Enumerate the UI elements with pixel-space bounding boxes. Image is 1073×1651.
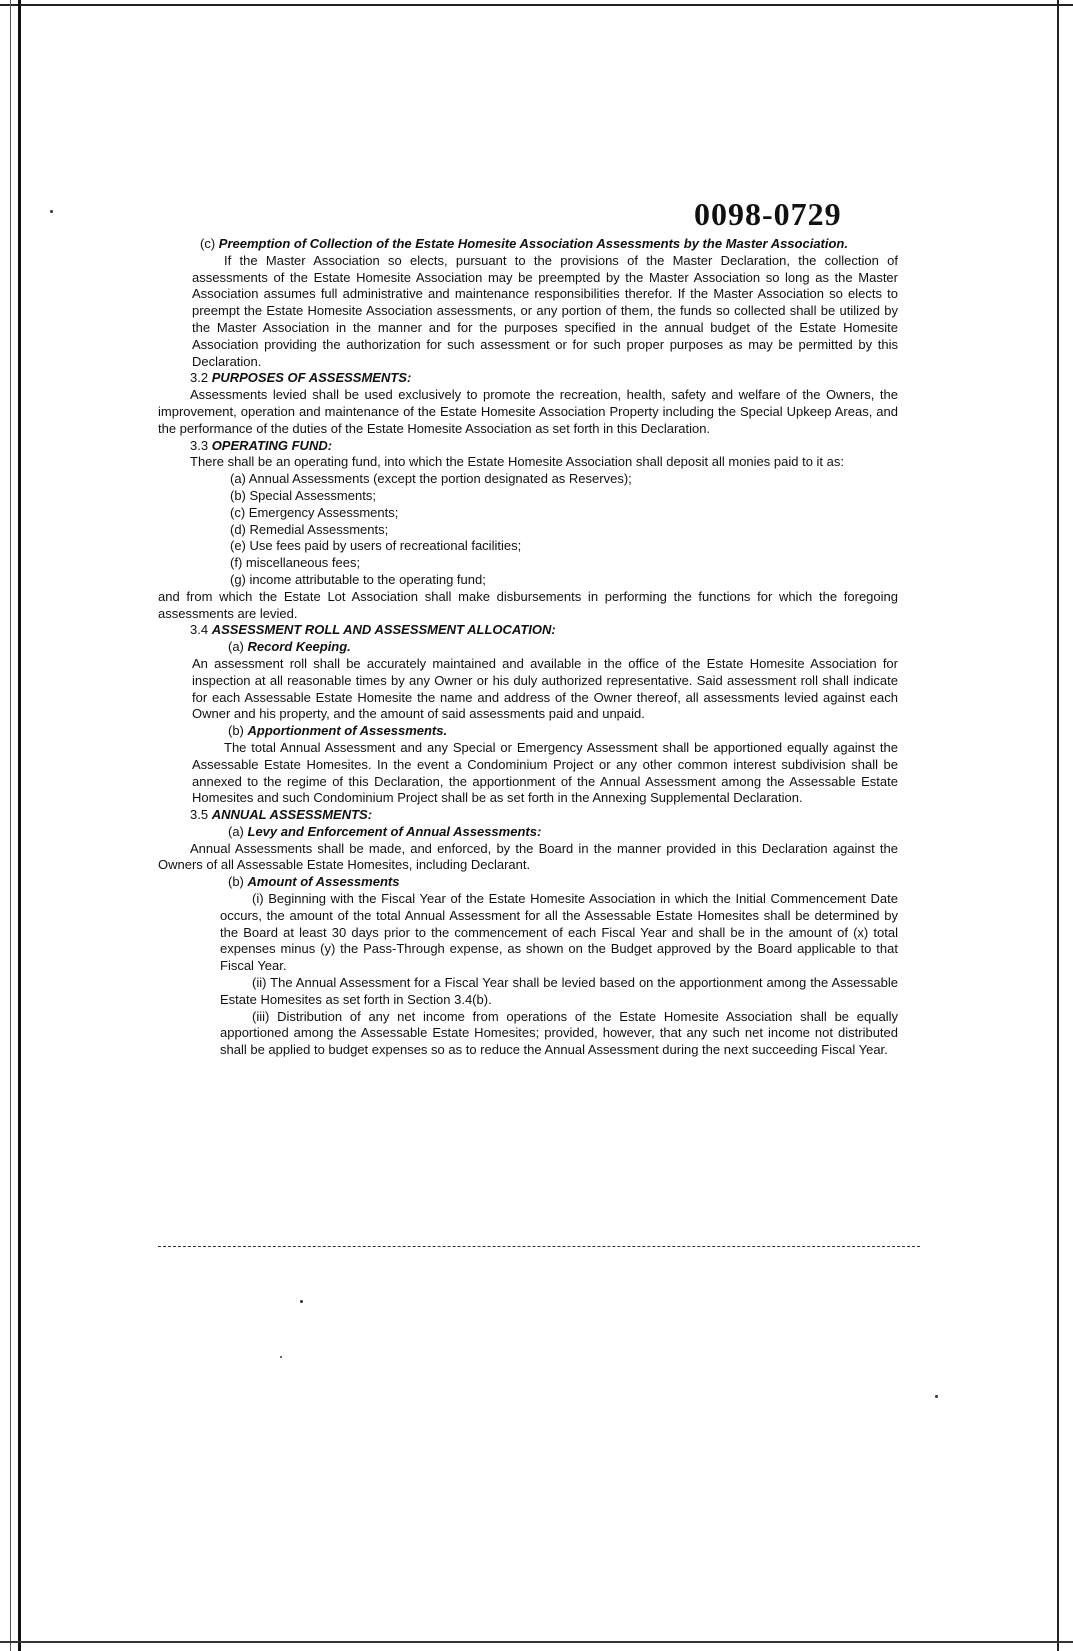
section-3-4-b-body: The total Annual Assessment and any Special or Emergency Assessment shall be apportioned equally against the Assessable Estate Homesites. In the event a Condominium Project or any other common interest subdivision shall be annexed to the regime of this Declaration, the apportionment of the Annual Assessment among the Assessable Estate Homesites and such Condominium Project shall be as set forth in the Annexing Supplemental Declaration.: [192, 739, 898, 806]
section-3-5-b-items: [158, 891, 898, 1059]
section-3-3-closing: and from which the Estate Lot Association shall make disbursements in performing the functions for which the foregoing assessments are levied.: [158, 588, 898, 621]
scan-speck: [50, 210, 53, 213]
list-item: (i) Beginning with the Fiscal Year of the Estate Homesite Association in which the Initial Commencement Date occurs, the amount of the total Annual Assessment for all the Assessable Estate Homesites shall be determined by the Board at least 30 days prior to the commencement of each Fiscal Year and shall be in the amount of (x) total expenses minus (y) the Pass-Through expense, as shown on the Budget approved by the Board applicable to that Fiscal Year.: [220, 891, 898, 974]
scan-edge-top: [0, 4, 1073, 6]
list-item: (f) miscellaneous fees;: [230, 555, 361, 571]
list-item: (e) Use fees paid by users of recreational facilities;: [230, 538, 522, 554]
section-3-4-a-heading: (a) Record Keeping.: [228, 639, 351, 655]
section-c-body: If the Master Association so elects, pursuant to the provisions of the Master Declaration, the collection of assessments of the Estate Homesite Association may be preempted by the Master Association so long as the Master Association assumes full administrative and maintenance responsibilities therefor. If the Master Association so elects to preempt the Estate Homesite Association assessments, or any portion of them, the funds so collected shall be utilized by the Master Association in the manner and for the purposes specified in the annual budget of the Estate Homesite Association providing the authorization for such assessment or for such proper purposes as may be permitted by this Declaration.: [192, 252, 898, 369]
section-3-3-heading: 3.3 OPERATING FUND:: [190, 437, 333, 453]
scan-edge-left-outer: [10, 0, 11, 1651]
section-3-5-b-heading: (b) Amount of Assessments: [228, 874, 400, 890]
list-item: (g) income attributable to the operating fund;: [230, 571, 486, 587]
list-item: (ii) The Annual Assessment for a Fiscal Year shall be levied based on the apportionment among the Assessable Estate Homesites as set forth in Section 3.4(b).: [220, 975, 898, 1007]
document-number: 0098-0729: [694, 196, 842, 232]
list-item: (c) Emergency Assessments;: [230, 504, 399, 520]
list-item: (d) Remedial Assessments;: [230, 521, 389, 537]
scan-edge-left: [18, 0, 21, 1651]
section-3-5-a-body: Annual Assessments shall be made, and enforced, by the Board in the manner provided in this Declaration against the Owners of all Assessable Estate Homesites, including Declarant.: [158, 840, 898, 873]
operating-fund-list: [158, 471, 898, 589]
section-3-5-a-heading: (a) Levy and Enforcement of Annual Assessments:: [228, 823, 542, 839]
scan-speck: [935, 1395, 938, 1398]
section-3-2-heading: 3.2 PURPOSES OF ASSESSMENTS:: [190, 370, 412, 386]
section-c-heading: (c) Preemption of Collection of the Estate Homesite Association Assessments by the Master Association.: [200, 236, 848, 251]
scan-edge-right: [1057, 0, 1059, 1651]
scan-edge-bottom: [0, 1641, 1073, 1643]
section-3-5-heading: 3.5 ANNUAL ASSESSMENTS:: [190, 807, 373, 823]
list-item: (b) Special Assessments;: [230, 487, 376, 503]
section-3-4-b-heading: (b) Apportionment of Assessments.: [228, 723, 448, 739]
section-3-3-intro: There shall be an operating fund, into which the Estate Homesite Association shall deposit all monies paid to it as:: [190, 454, 844, 470]
list-item: (a) Annual Assessments (except the portion designated as Reserves);: [230, 471, 632, 487]
section-3-2-body: Assessments levied shall be used exclusively to promote the recreation, health, safety and welfare of the Owners, the improvement, operation and maintenance of the Estate Homesite Association Property including the Special Upkeep Areas, and the performance of the duties of the Estate Homesite Association as set forth in this Declaration.: [158, 387, 898, 436]
document-body: [158, 236, 898, 1059]
section-3-4-a-body: An assessment roll shall be accurately maintained and available in the office of the Estate Homesite Association for inspection at all reasonable times by any Owner or his duly authorized representative. Said assessment roll shall indicate for each Assessable Estate Homesite the name and address of the Owner thereof, all assessments levied against each Owner and his property, and the amount of said assessments paid and unpaid.: [192, 655, 898, 722]
scan-speck: [300, 1300, 303, 1303]
section-3-4-heading: 3.4 ASSESSMENT ROLL AND ASSESSMENT ALLOCATION:: [190, 622, 556, 638]
list-item: (iii) Distribution of any net income from operations of the Estate Homesite Association shall be equally apportioned among the Assessable Estate Homesites; provided, however, that any such net income not distributed shall be applied to budget expenses so as to reduce the Annual Assessment during the next succeeding Fiscal Year.: [220, 1008, 898, 1058]
bottom-rule: [158, 1246, 920, 1247]
scan-speck: [280, 1356, 282, 1358]
